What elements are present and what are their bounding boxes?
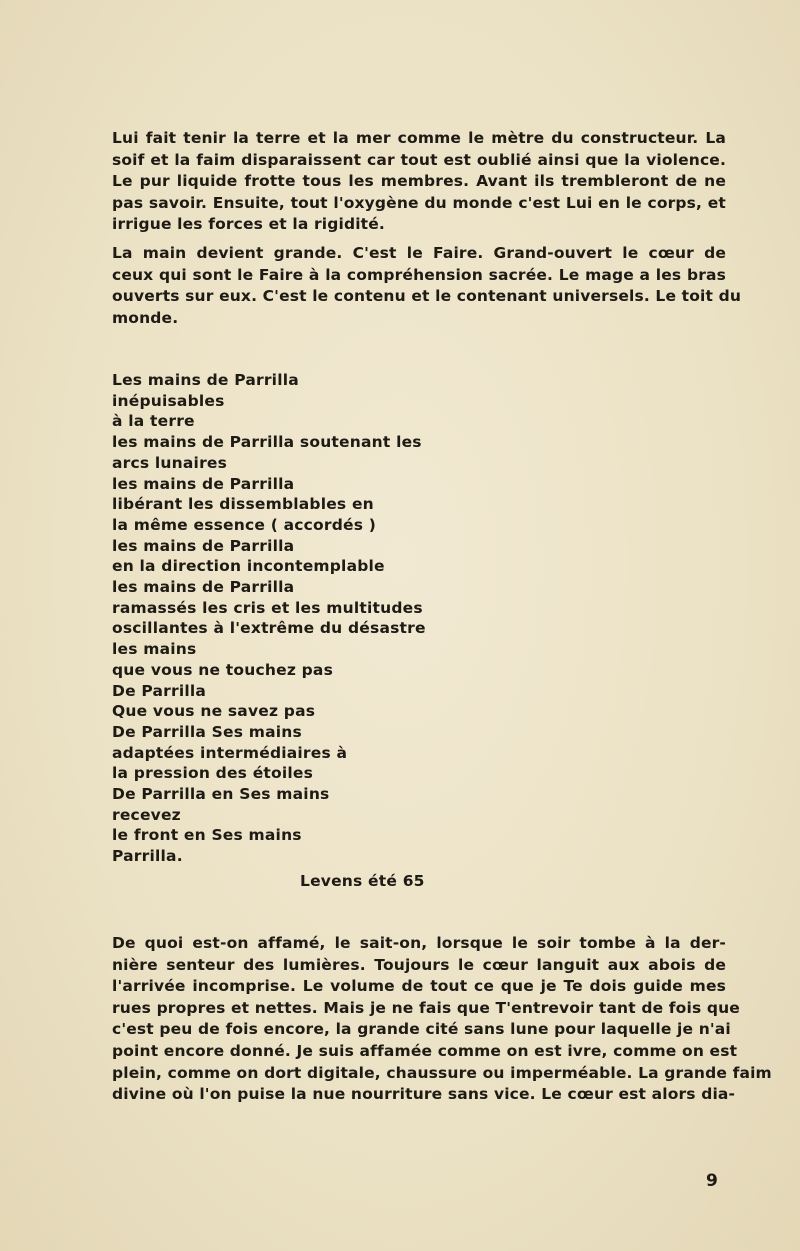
poem-line: le front en Ses mains	[112, 826, 302, 845]
text-line: irrigue les forces et la rigidité.	[112, 215, 385, 234]
text-line: Lui fait tenir la terre et la mer comme le mètre du constructeur. La	[112, 129, 726, 147]
poem-line: ramassés les cris et les multitudes	[112, 598, 423, 617]
text-line: monde.	[112, 308, 179, 327]
poem-line: De Parrilla Ses mains	[112, 722, 302, 741]
text-line: ouverts sur eux. C'est le contenu et le contenant universels. Le toit du	[112, 287, 742, 306]
poem-line: en la direction incontemplable	[112, 557, 385, 576]
poem-line: Parrilla.	[112, 847, 183, 866]
text-line: rues propres et nettes. Mais je ne fais que T'entrevoir tant de fois que	[112, 998, 740, 1017]
text-line: divine où l'on puise la nue nourriture sans vice. Le cœur est alors dia-	[112, 1085, 736, 1104]
text-line: plein, comme on dort digitale, chaussure ou imperméable. La grande faim	[112, 1063, 772, 1082]
poem-line: Que vous ne savez pas	[112, 702, 316, 721]
poem-line: adaptées intermédiaires à	[112, 743, 348, 762]
poem-line: la pression des étoiles	[112, 764, 314, 783]
text-line: Le pur liquide frotte tous les membres. Avant ils trembleront de ne	[112, 172, 726, 191]
poem-line: arcs lunaires	[112, 453, 228, 472]
poem-line: les mains de Parrilla	[112, 578, 295, 597]
text-line: soif et la faim disparaissent car tout est oublié ainsi que la violence.	[112, 150, 726, 169]
poem-line: recevez	[112, 805, 181, 824]
poem-line: les mains	[112, 640, 197, 659]
text-line: point encore donné. Je suis affamée comme on est ivre, comme on est	[112, 1041, 738, 1060]
paragraph-3	[112, 933, 772, 1106]
text-line: De quoi est-on affamé, le sait-on, lorsque le soir tombe à la der-	[112, 934, 726, 952]
poem-line: à la terre	[112, 412, 195, 431]
poem-line: les mains de Parrilla	[112, 536, 295, 555]
text-line: ceux qui sont le Faire à la compréhension sacrée. Le mage a les bras	[112, 265, 726, 284]
poem-line: Les mains de Parrilla	[112, 371, 299, 389]
poem-line: les mains de Parrilla soutenant les	[112, 433, 422, 452]
poem-line: libérant les dissemblables en	[112, 495, 374, 514]
poem-line: la même essence ( accordés )	[112, 515, 377, 534]
poem-line: De Parrilla	[112, 681, 207, 700]
poem-line: oscillantes à l'extrême du désastre	[112, 619, 426, 638]
poem-line: De Parrilla en Ses mains	[112, 785, 330, 804]
text-line: c'est peu de fois encore, la grande cité sans lune pour laquelle je n'ai	[112, 1020, 731, 1039]
text-line: nière senteur des lumières. Toujours le cœur languit aux abois de	[112, 955, 726, 974]
text-line: l'arrivée incomprise. Le volume de tout ce que je Te dois guide mes	[112, 977, 726, 996]
paragraph-2	[112, 243, 742, 329]
poem-line: que vous ne touchez pas	[112, 660, 334, 679]
poem-line: inépuisables	[112, 391, 225, 410]
poem-signature: Levens été 65	[300, 872, 425, 890]
text-line: La main devient grande. C'est le Faire. Grand-ouvert le cœur de	[112, 244, 726, 262]
text-line: pas savoir. Ensuite, tout l'oxygène du monde c'est Lui en le corps, et	[112, 193, 726, 212]
poem	[112, 370, 532, 867]
poem-line: les mains de Parrilla	[112, 474, 295, 493]
paragraph-1	[112, 128, 726, 236]
page-number: 9	[706, 1171, 718, 1191]
